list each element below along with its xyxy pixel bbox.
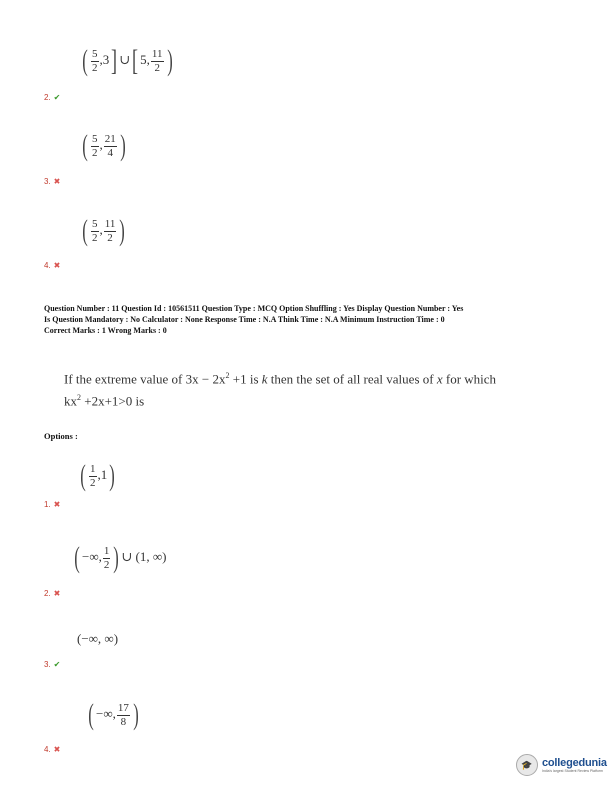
option-4-expression: ( −∞, $\frac{17}{8}$ ) (88, 698, 139, 731)
options-heading: Options : (44, 431, 78, 441)
option-3-label: 3. ✔ (44, 660, 61, 669)
option-2-expression: ( −∞, $\frac{1}{2}$ ) ∪ (1, ∞) (74, 541, 167, 574)
cross-icon: ✖ (53, 177, 61, 186)
check-icon: ✔ (53, 93, 61, 102)
prev-option-2-expression: ( $\frac{5}{2}$ , $\frac{21}{4}$ ) (82, 129, 126, 162)
logo-tagline: India's largest Student Review Platform (542, 769, 603, 773)
question-metadata (44, 303, 584, 336)
cross-icon: ✖ (53, 589, 61, 598)
option-2-label: 2. ✖ (44, 589, 61, 598)
option-1-label: 1. ✖ (44, 500, 61, 509)
cross-icon: ✖ (53, 500, 61, 509)
mortarboard-icon: 🎓 (516, 754, 538, 776)
prev-option-1-expression: ( $\frac{5}{2}$ ,3] ∪[ 5, $\frac{11}{2}$ ) (82, 44, 173, 77)
check-icon: ✔ (53, 660, 61, 669)
option-1-expression: ( $\frac{1}{2}$ ,1) (80, 459, 115, 492)
prev-option-3-expression: ( $\frac{5}{2}$ , $\frac{11}{2}$ ) (82, 214, 126, 247)
question-text: If the extreme value of $3x - 2x^2 +1$ is k then the set of all real values of x for which $kx^2 +2x+1>0$ is (64, 371, 497, 409)
cross-icon: ✖ (53, 745, 61, 754)
option-4-label: 4. ✖ (44, 745, 61, 754)
metadata-line-3: Correct Marks : 1 Wrong Marks : 0 (44, 326, 167, 335)
prev-option-2-label: 2. ✔ (44, 93, 61, 102)
logo-name: collegedunia (542, 757, 607, 769)
prev-option-4-label: 4. ✖ (44, 261, 61, 270)
metadata-line-2: Is Question Mandatory : No Calculator : None Response Time : N.A Think Time : N.A Minimum Instruction Time : 0 (44, 315, 445, 324)
metadata-line-1: Question Number : 11 Question Id : 10561511 Question Type : MCQ Option Shuffling : Yes Display Question Number : Yes (44, 304, 464, 313)
collegedunia-logo (516, 754, 607, 776)
prev-option-3-label: 3. ✖ (44, 177, 61, 186)
option-3-expression: (−∞, ∞) (77, 631, 119, 646)
cross-icon: ✖ (53, 261, 61, 270)
